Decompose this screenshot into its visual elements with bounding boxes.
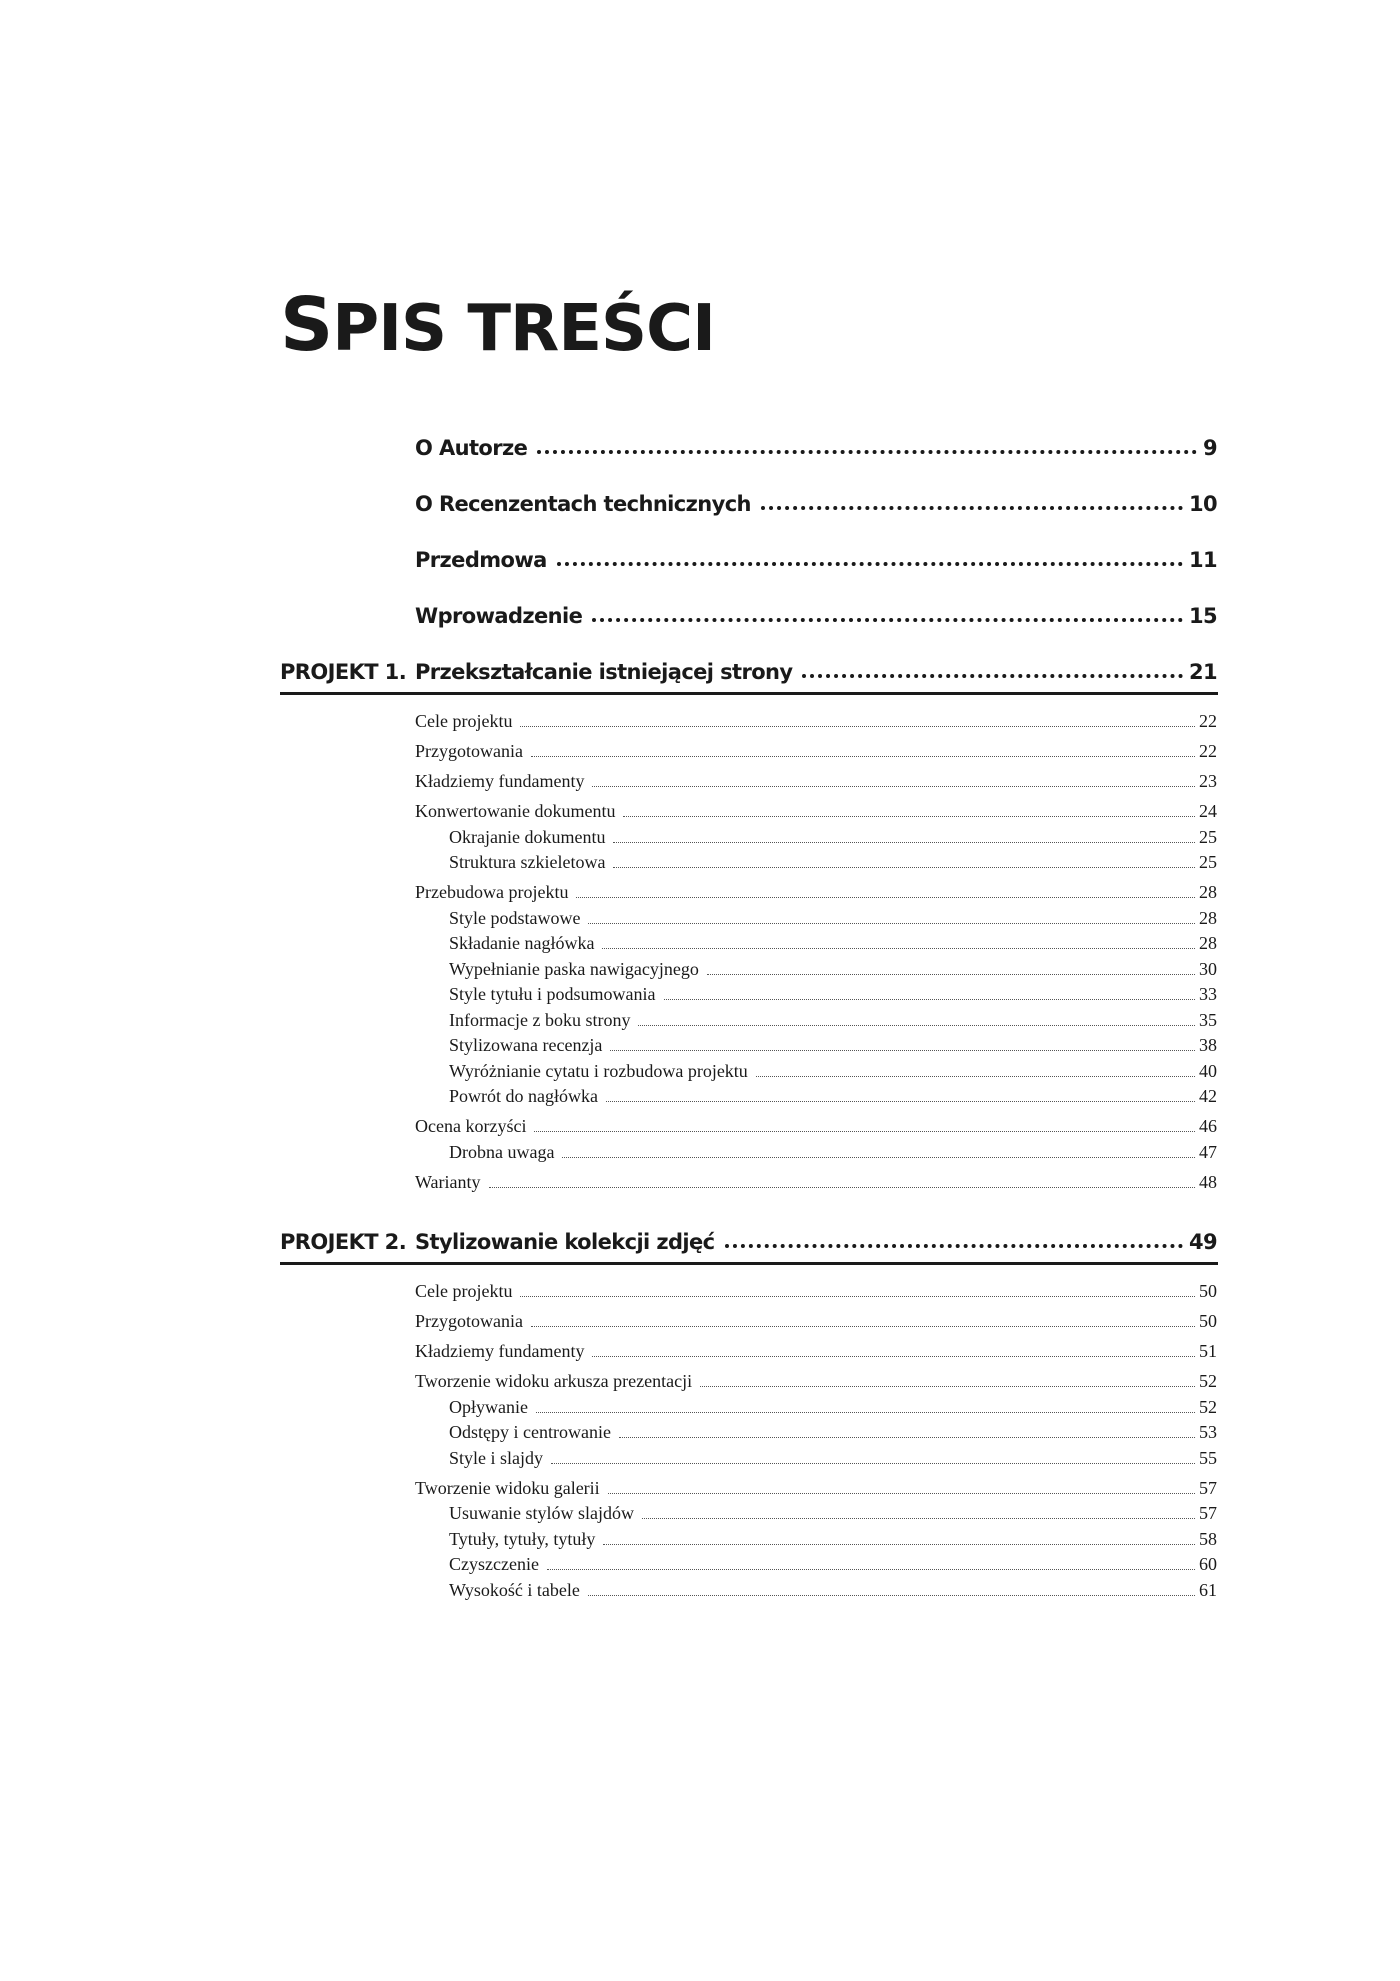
toc-entry-page: 30 [1199,959,1217,979]
dot-leader [592,618,1183,622]
toc-front-matter-entry[interactable] [415,540,1217,572]
toc-entry-page: 57 [1199,1478,1217,1498]
dot-leader [562,1157,1195,1158]
toc-entry[interactable] [449,1141,1217,1163]
toc-entry-label: Cele projektu [415,1281,513,1301]
toc-entry-label: Kładziemy fundamenty [415,771,585,791]
toc-entry-page: 28 [1199,882,1217,902]
toc-entry-page: 48 [1199,1172,1217,1192]
toc-entry-page: 52 [1199,1397,1217,1417]
toc-entry-page: 61 [1199,1580,1217,1600]
toc-entry[interactable] [449,1085,1217,1107]
toc-entry[interactable] [415,1171,1217,1193]
section-rule [280,1262,1218,1265]
toc-entry-label: Usuwanie stylów slajdów [449,1503,634,1523]
toc-entry[interactable] [449,932,1217,954]
toc-entry[interactable] [415,1310,1217,1332]
toc-entry-label: Przygotowania [415,1311,523,1331]
toc-entry-label: Przekształcanie istniejącej strony [415,660,793,684]
toc-entry-page: 55 [1199,1448,1217,1468]
dot-leader [619,1437,1195,1438]
dot-leader [664,999,1196,1000]
toc-entry-page: 25 [1199,852,1217,872]
toc-entry-label: Warianty [415,1172,481,1192]
toc-entry-page: 10 [1188,492,1217,516]
toc-entry-page: 50 [1199,1311,1217,1331]
dot-leader [613,842,1195,843]
toc-entry-page: 53 [1199,1422,1217,1442]
toc-entry-label: Wysokość i tabele [449,1580,580,1600]
toc-entry-label: O Autorze [415,436,528,460]
toc-entry[interactable] [449,1034,1217,1056]
dot-leader [557,562,1183,566]
toc-entry[interactable] [415,1340,1217,1362]
toc-front-matter-entry[interactable] [415,484,1217,516]
toc-entry-page: 35 [1199,1010,1217,1030]
toc-entry-page: 40 [1199,1061,1217,1081]
dot-leader [537,450,1197,454]
dot-leader [642,1518,1195,1519]
dot-leader [613,867,1195,868]
dot-leader [547,1569,1195,1570]
toc-entry-page: 46 [1199,1116,1217,1136]
dot-leader [700,1386,1195,1387]
toc-entry-label: Odstępy i centrowanie [449,1422,611,1442]
toc-entry-label: Kładziemy fundamenty [415,1341,585,1361]
toc-entry[interactable] [449,907,1217,929]
toc-entry-page: 22 [1199,711,1217,731]
toc-entry[interactable] [415,1280,1217,1302]
toc-entry[interactable] [415,1477,1217,1499]
toc-entry[interactable] [415,881,1217,903]
toc-entry-page: 28 [1199,908,1217,928]
toc-entry-label: Tworzenie widoku arkusza prezentacji [415,1371,693,1391]
dot-leader [802,674,1182,678]
toc-entry[interactable] [449,1396,1217,1418]
toc-entry[interactable] [449,851,1217,873]
toc-entry-label: Przygotowania [415,741,523,761]
toc-entry-label: Czyszczenie [449,1554,539,1574]
page-title-rest: PIS TREŚCI [332,292,715,366]
toc-entry[interactable] [415,800,1217,822]
dot-leader [588,923,1195,924]
toc-entry-label: Struktura szkieletowa [449,852,606,872]
toc-front-matter-entry[interactable] [415,596,1217,628]
toc-entry-label: Konwertowanie dokumentu [415,801,616,821]
toc-entry[interactable] [449,1447,1217,1469]
dot-leader [531,756,1195,757]
toc-entry[interactable] [449,1502,1217,1524]
page-title [280,282,715,368]
toc-entry-label: Przedmowa [415,548,547,572]
toc-project-entry[interactable] [415,1222,1217,1254]
toc-entry-page: 52 [1199,1371,1217,1391]
toc-entry-page: 49 [1188,1230,1217,1254]
project-number: PROJEKT 2. [280,1230,407,1254]
dot-leader [592,1356,1195,1357]
toc-entry-page: 28 [1199,933,1217,953]
toc-entry-page: 38 [1199,1035,1217,1055]
toc-entry[interactable] [449,1579,1217,1601]
toc-entry[interactable] [415,1370,1217,1392]
dot-leader [588,1595,1195,1596]
toc-entry-label: Drobna uwaga [449,1142,555,1162]
toc-entry-label: Okrajanie dokumentu [449,827,606,847]
toc-entry-label: Ocena korzyści [415,1116,527,1136]
toc-entry[interactable] [415,710,1217,732]
toc-entry-page: 21 [1188,660,1217,684]
toc-entry-page: 25 [1199,827,1217,847]
dot-leader [531,1326,1195,1327]
toc-entry-page: 47 [1199,1142,1217,1162]
toc-entry-label: Style podstawowe [449,908,581,928]
dot-leader [756,1076,1195,1077]
toc-entry-label: Tytuły, tytuły, tytuły [449,1529,596,1549]
toc-entry-page: 15 [1188,604,1217,628]
toc-entry-label: Style tytułu i podsumowania [449,984,656,1004]
dot-leader [534,1131,1195,1132]
section-rule [280,692,1218,695]
toc-project-entry[interactable] [415,652,1217,684]
toc-entry[interactable] [449,1553,1217,1575]
toc-entry-label: Wypełnianie paska nawigacyjnego [449,959,699,979]
toc-entry[interactable] [449,826,1217,848]
dot-leader [602,948,1195,949]
toc-entry-label: Powrót do nagłówka [449,1086,598,1106]
dot-leader [638,1025,1195,1026]
toc-entry[interactable] [449,1060,1217,1082]
project-number: PROJEKT 1. [280,660,407,684]
toc-entry[interactable] [415,770,1217,792]
toc-entry-label: Składanie nagłówka [449,933,595,953]
toc-entry-label: Stylizowana recenzja [449,1035,603,1055]
toc-entry-page: 50 [1199,1281,1217,1301]
toc-entry-page: 42 [1199,1086,1217,1106]
dot-leader [761,506,1183,510]
toc-entry[interactable] [449,1528,1217,1550]
toc-entry-page: 57 [1199,1503,1217,1523]
dot-leader [707,974,1195,975]
toc-entry-page: 24 [1199,801,1217,821]
toc-front-matter-entry[interactable] [415,428,1217,460]
toc-entry-page: 58 [1199,1529,1217,1549]
dot-leader [610,1050,1195,1051]
toc-entry-label: Opływanie [449,1397,528,1417]
dot-leader [603,1544,1195,1545]
toc-entry[interactable] [415,740,1217,762]
toc-entry-page: 23 [1199,771,1217,791]
toc-entry-page: 9 [1202,436,1217,460]
toc-entry-page: 11 [1188,548,1217,572]
toc-entry[interactable] [449,983,1217,1005]
toc-entry-label: Wprowadzenie [415,604,583,628]
toc-entry-label: Tworzenie widoku galerii [415,1478,600,1498]
toc-entry[interactable] [415,1115,1217,1137]
toc-entry-label: Przebudowa projektu [415,882,569,902]
dot-leader [623,816,1195,817]
dot-leader [520,726,1195,727]
toc-entry-label: Informacje z boku strony [449,1010,631,1030]
toc-entry-label: Stylizowanie kolekcji zdjęć [415,1230,715,1254]
toc-entry-page: 22 [1199,741,1217,761]
dot-leader [576,897,1195,898]
dot-leader [608,1493,1195,1494]
dot-leader [489,1187,1195,1188]
toc-entry-label: Style i slajdy [449,1448,543,1468]
toc-entry-label: Cele projektu [415,711,513,731]
toc-entry-label: O Recenzentach technicznych [415,492,751,516]
toc-entry[interactable] [449,1009,1217,1031]
dot-leader [606,1101,1195,1102]
page-title-initial: S [280,282,333,368]
toc-entry-page: 33 [1199,984,1217,1004]
toc-entry-page: 60 [1199,1554,1217,1574]
dot-leader [520,1296,1195,1297]
dot-leader [536,1412,1195,1413]
toc-entry[interactable] [449,958,1217,980]
toc-entry[interactable] [449,1421,1217,1443]
toc-entry-page: 51 [1199,1341,1217,1361]
toc-entry-label: Wyróżnianie cytatu i rozbudowa projektu [449,1061,748,1081]
dot-leader [592,786,1195,787]
dot-leader [725,1244,1183,1248]
dot-leader [551,1463,1195,1464]
